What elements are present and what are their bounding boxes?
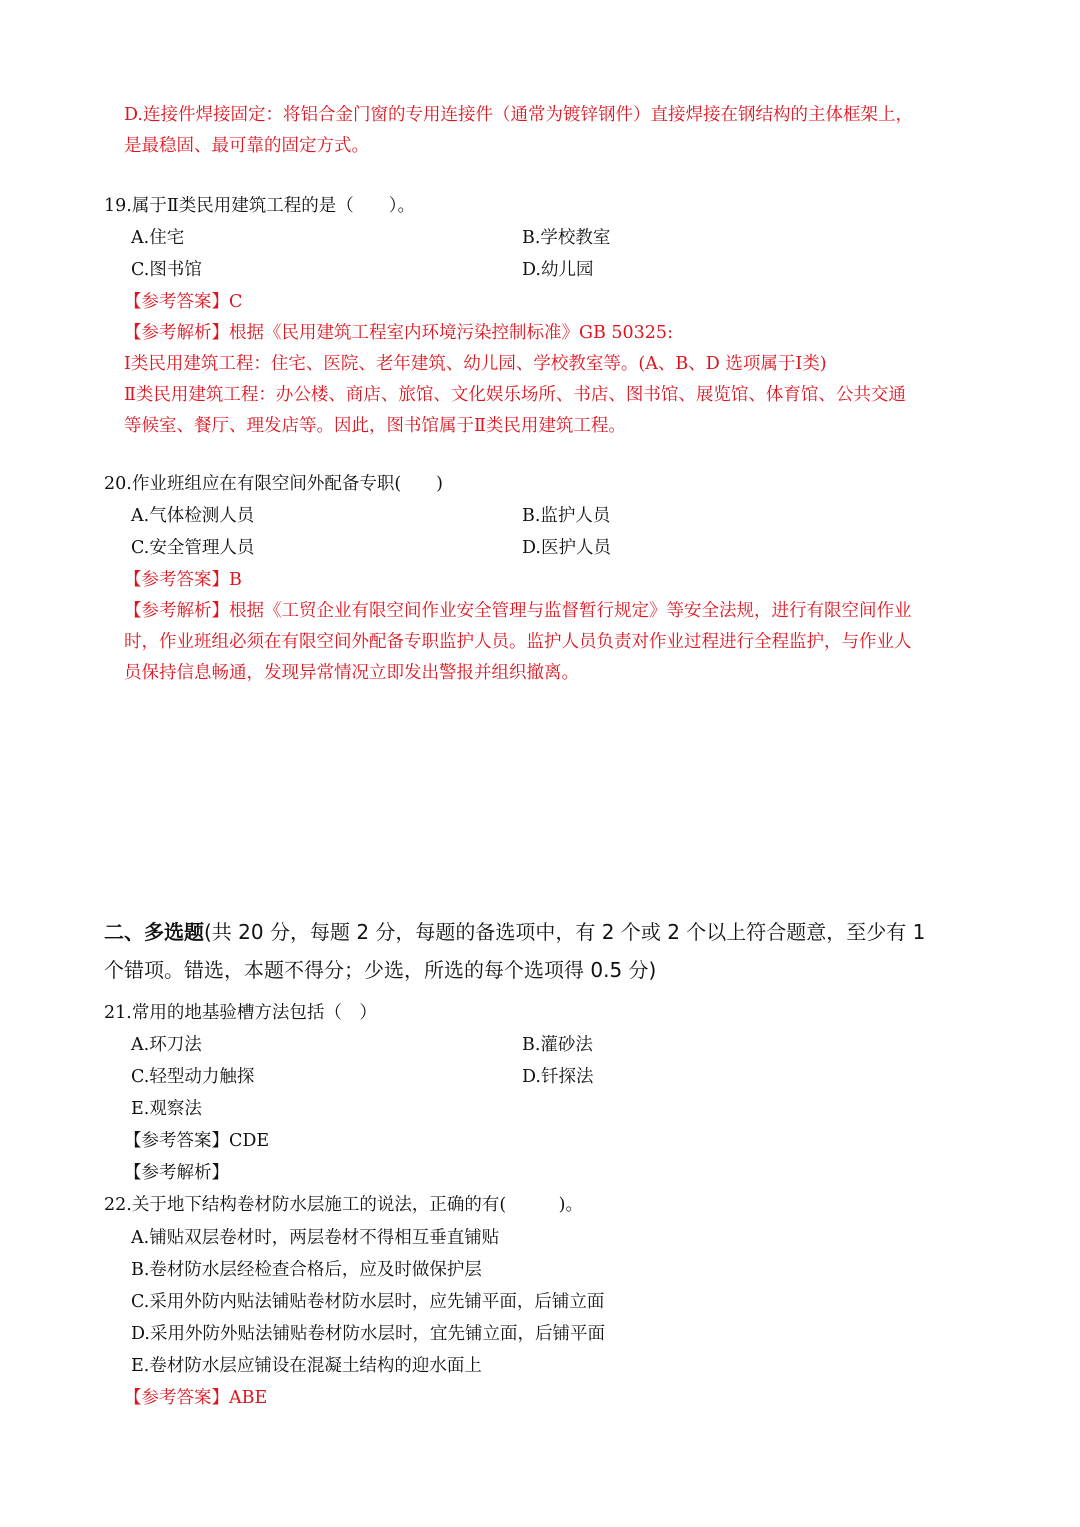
q19-stem: 19.属于Ⅱ类民用建筑工程的是（ ）。	[104, 196, 415, 216]
q20-analysis-line-1: 【参考解析】根据《工贸企业有限空间作业安全管理与监督暂行规定》等安全法规，进行有限空间作业	[124, 601, 912, 621]
q20-analysis-line-2: 时，作业班组必须在有限空间外配备专职监护人员。监护人员负责对作业过程进行全程监护，与作业人	[124, 632, 912, 652]
q19-option-c: C.图书馆	[131, 260, 202, 280]
section-heading-line-1	[104, 913, 976, 951]
q19-analysis-line-3: 等候室、餐厅、理发店等。因此，图书馆属于Ⅱ类民用建筑工程。	[124, 416, 626, 436]
q21-stem: 21.常用的地基验槽方法包括（ ）	[104, 1003, 377, 1023]
q22-answer: 【参考答案】ABE	[124, 1388, 268, 1408]
q21-option-e: E.观察法	[131, 1099, 202, 1119]
q20-stem: 20.作业班组应在有限空间外配备专职( )	[104, 474, 443, 494]
q21-analysis: 【参考解析】	[124, 1163, 229, 1183]
q21-option-d: D.钎探法	[522, 1067, 594, 1087]
q18-analysis-line-1: D.连接件焊接固定：将铝合金门窗的专用连接件（通常为镀锌钢件）直接焊接在钢结构的主体框架上，	[124, 105, 913, 125]
q19-answer: 【参考答案】C	[124, 292, 243, 312]
q19-analysis-line-1: Ⅰ类民用建筑工程：住宅、医院、老年建筑、幼儿园、学校教室等。(A、B、D 选项属于Ⅰ类)	[124, 354, 827, 374]
section-heading-title: 二、多选题	[104, 920, 204, 944]
q21-option-a: A.环刀法	[131, 1035, 202, 1055]
q19-analysis-head: 【参考解析】根据《民用建筑工程室内环境污染控制标准》GB 50325:	[124, 323, 673, 343]
q21-option-b: B.灌砂法	[522, 1035, 593, 1055]
q22-option-a: A.铺贴双层卷材时，两层卷材不得相互垂直铺贴	[131, 1228, 500, 1248]
q22-option-b: B.卷材防水层经检查合格后，应及时做保护层	[131, 1260, 482, 1280]
q19-analysis-line-2: Ⅱ类民用建筑工程：办公楼、商店、旅馆、文化娱乐场所、书店、图书馆、展览馆、体育馆、公共交通	[124, 385, 906, 405]
q22-option-e: E.卷材防水层应铺设在混凝土结构的迎水面上	[131, 1356, 482, 1376]
q22-option-d: D.采用外防外贴法铺贴卷材防水层时，宜先铺立面，后铺平面	[131, 1324, 605, 1344]
q21-option-c: C.轻型动力触探	[131, 1067, 255, 1087]
q19-option-b: B.学校教室	[522, 228, 611, 248]
q20-option-a: A.气体检测人员	[131, 506, 255, 526]
q18-analysis-line-2: 是最稳固、最可靠的固定方式。	[124, 136, 369, 156]
q19-option-a: A.住宅	[131, 228, 185, 248]
q21-answer: 【参考答案】CDE	[124, 1131, 270, 1151]
q20-analysis-line-3: 员保持信息畅通，发现异常情况立即发出警报并组织撤离。	[124, 663, 579, 683]
q22-stem: 22.关于地下结构卷材防水层施工的说法，正确的有( )。	[104, 1195, 583, 1215]
q22-option-c: C.采用外防内贴法铺贴卷材防水层时，应先铺平面，后铺立面	[131, 1292, 605, 1312]
q20-option-c: C.安全管理人员	[131, 538, 255, 558]
q20-option-b: B.监护人员	[522, 506, 611, 526]
q19-option-d: D.幼儿园	[522, 260, 594, 280]
section-heading-rules-1: (共 20 分，每题 2 分，每题的备选项中，有 2 个或 2 个以上符合题意，至少有 1	[204, 920, 926, 944]
section-heading-rules-2: 个错项。错选，本题不得分；少选，所选的每个选项得 0.5 分)	[104, 958, 657, 982]
q20-answer: 【参考答案】B	[124, 570, 242, 590]
q20-option-d: D.医护人员	[522, 538, 611, 558]
